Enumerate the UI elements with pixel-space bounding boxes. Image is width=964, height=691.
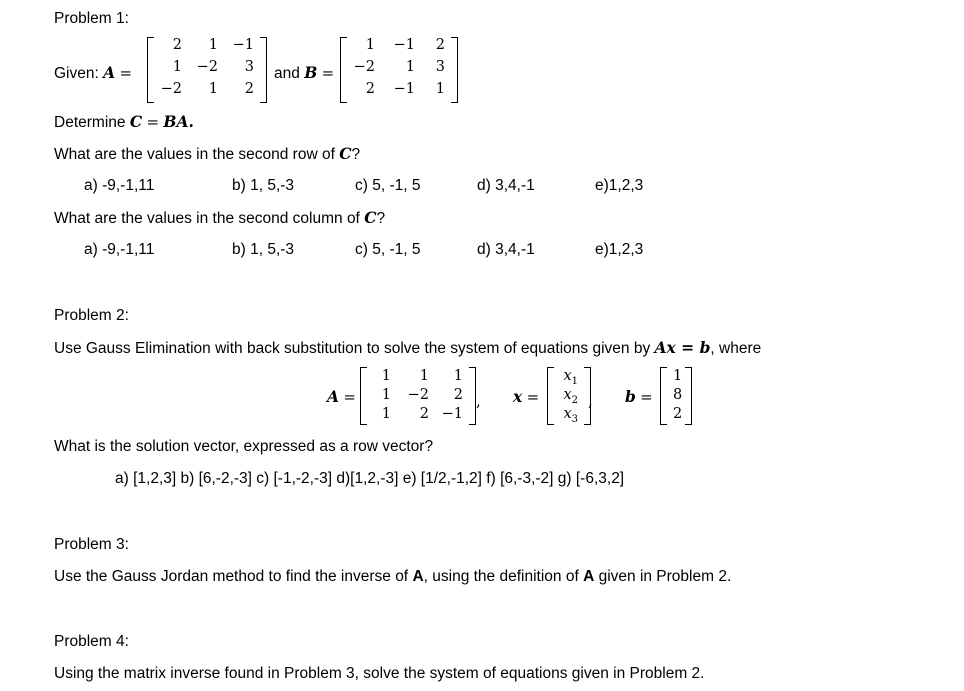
matrix-a-cell: 1 xyxy=(208,81,218,97)
matrix-b xyxy=(340,37,458,103)
matrix-a-cell: −1 xyxy=(232,37,254,53)
problem1-heading: Problem 1: xyxy=(54,10,129,27)
q2-option-b[interactable]: b) 1, 5,-3 xyxy=(232,241,295,258)
equals-sign: = xyxy=(119,64,133,82)
matrix-a-cell: 2 xyxy=(244,81,254,97)
matrix-b-label: B xyxy=(304,63,318,82)
matrix-a-cell: −2 xyxy=(196,59,218,75)
question-row-var: C xyxy=(339,144,352,163)
p2-vector-x-cell: $x_2$ xyxy=(563,386,578,406)
p2-b-label xyxy=(625,387,653,408)
problem2-options[interactable]: a) [1,2,3] b) [6,-2,-3] c) [-1,-2,-3] d)[1,2,-3] e) [1/2,-1,2] f) [6,-3,-2] g) [-6,3,2] xyxy=(115,470,625,487)
matrix-b-cell: 1 xyxy=(365,37,375,53)
question-row-text: What are the values in the second row of xyxy=(54,146,335,163)
matrix-a-cell: 1 xyxy=(172,59,182,75)
p2-vector-b xyxy=(660,367,692,425)
question-column-text: What are the values in the second column of xyxy=(54,210,360,227)
q1-option-c[interactable]: c) 5, -1, 5 xyxy=(355,177,421,194)
p2-matrix-a-cell: 2 xyxy=(419,405,429,422)
matrix-b-cell: −2 xyxy=(353,59,375,75)
question-column xyxy=(54,208,385,229)
given-label xyxy=(54,63,132,84)
problem3-var-a: A xyxy=(412,568,424,585)
p2-vector-b-label: b xyxy=(625,387,636,406)
problem3-text-post: given in Problem 2. xyxy=(598,568,732,585)
problem4-statement: Using the matrix inverse found in Problem 3, solve the system of equations given in Problem 2. xyxy=(54,665,705,682)
matrix-b-cell: 1 xyxy=(405,59,415,75)
problem2-statement xyxy=(54,338,761,359)
determine-text: Determine xyxy=(54,114,126,131)
determine-c: C xyxy=(129,112,143,131)
question-column-var: C xyxy=(364,208,377,227)
matrix-a-cell: 2 xyxy=(172,37,182,53)
question-column-end: ? xyxy=(376,210,386,227)
and-text: and xyxy=(274,65,300,82)
problem2-heading: Problem 2: xyxy=(54,307,129,324)
matrix-b-cell: 3 xyxy=(435,59,445,75)
problem3-text-mid: , using the definition of xyxy=(423,568,579,585)
matrix-a-cell: −2 xyxy=(160,81,182,97)
p2-matrix-a-cell: 1 xyxy=(453,367,463,384)
p2-vector-b-cell: 1 xyxy=(673,367,683,384)
determine-line xyxy=(54,112,194,133)
matrix-a-cell: 3 xyxy=(244,59,254,75)
p2-matrix-a-cell: −2 xyxy=(407,386,429,403)
p2-vector-x-cell: $x_1$ xyxy=(563,367,578,387)
q2-option-c[interactable]: c) 5, -1, 5 xyxy=(355,241,421,258)
matrix-a-label: A xyxy=(103,63,116,82)
p2-matrix-a xyxy=(360,367,476,425)
p2-vector-x xyxy=(547,367,591,425)
problem2-text-pre: Use Gauss Elimination with back substitution to solve the system of equations given by xyxy=(54,340,651,357)
q1-option-b[interactable]: b) 1, 5,-3 xyxy=(232,177,295,194)
p2-x-label xyxy=(513,387,539,408)
matrix-b-cell: 2 xyxy=(435,37,445,53)
q1-option-d[interactable]: d) 3,4,-1 xyxy=(477,177,535,194)
q1-option-a[interactable]: a) -9,-1,11 xyxy=(84,177,155,194)
p2-equals-a: = xyxy=(343,388,356,406)
p2-vector-x-label: x xyxy=(513,387,523,406)
determine-ba: BA. xyxy=(163,112,194,131)
question-row-end: ? xyxy=(351,146,361,163)
p2-matrix-a-cell: 2 xyxy=(453,386,463,403)
q2-option-a[interactable]: a) -9,-1,11 xyxy=(84,241,155,258)
p2-vector-b-cell: 2 xyxy=(673,405,683,422)
p2-equals-b: = xyxy=(640,388,653,406)
problem2-question: What is the solution vector, expressed as a row vector? xyxy=(54,438,434,455)
determine-eq: = xyxy=(146,113,160,131)
p2-comma-a: , xyxy=(476,392,481,410)
p2-equals-x: = xyxy=(526,388,540,406)
q2-option-d[interactable]: d) 3,4,-1 xyxy=(477,241,535,258)
q2-option-e[interactable]: e)1,2,3 xyxy=(595,241,644,258)
p2-matrix-a-cell: 1 xyxy=(381,405,391,422)
p2-a-label xyxy=(327,387,356,408)
question-row xyxy=(54,144,360,165)
p2-matrix-a-label: A xyxy=(327,387,340,406)
problem2-equation: Ax = b xyxy=(654,338,711,357)
p2-vector-x-cell: $x_3$ xyxy=(563,405,578,425)
p2-vector-b-cell: 8 xyxy=(673,386,683,403)
matrix-b-cell: 2 xyxy=(365,81,375,97)
problem3-heading: Problem 3: xyxy=(54,536,129,553)
and-b-label xyxy=(274,63,334,84)
matrix-a-cell: 1 xyxy=(208,37,218,53)
p2-matrix-a-cell: 1 xyxy=(419,367,429,384)
matrix-b-cell: −1 xyxy=(393,81,415,97)
matrix-b-cell: 1 xyxy=(435,81,445,97)
equals-sign-b: = xyxy=(321,64,335,82)
p2-matrix-a-cell: 1 xyxy=(381,367,391,384)
p2-matrix-a-cell: 1 xyxy=(381,386,391,403)
q1-option-e[interactable]: e)1,2,3 xyxy=(595,177,644,194)
problem3-statement xyxy=(54,567,731,587)
matrix-a xyxy=(147,37,267,103)
problem2-text-post: , where xyxy=(710,340,762,357)
problem3-text-pre: Use the Gauss Jordan method to find the inverse of xyxy=(54,568,409,585)
p2-comma-x: , xyxy=(588,392,593,410)
problem4-heading: Problem 4: xyxy=(54,633,129,650)
matrix-b-cell: −1 xyxy=(393,37,415,53)
problem3-var-a2: A xyxy=(583,568,595,585)
given-text: Given: xyxy=(54,65,99,82)
p2-matrix-a-cell: −1 xyxy=(441,405,463,422)
